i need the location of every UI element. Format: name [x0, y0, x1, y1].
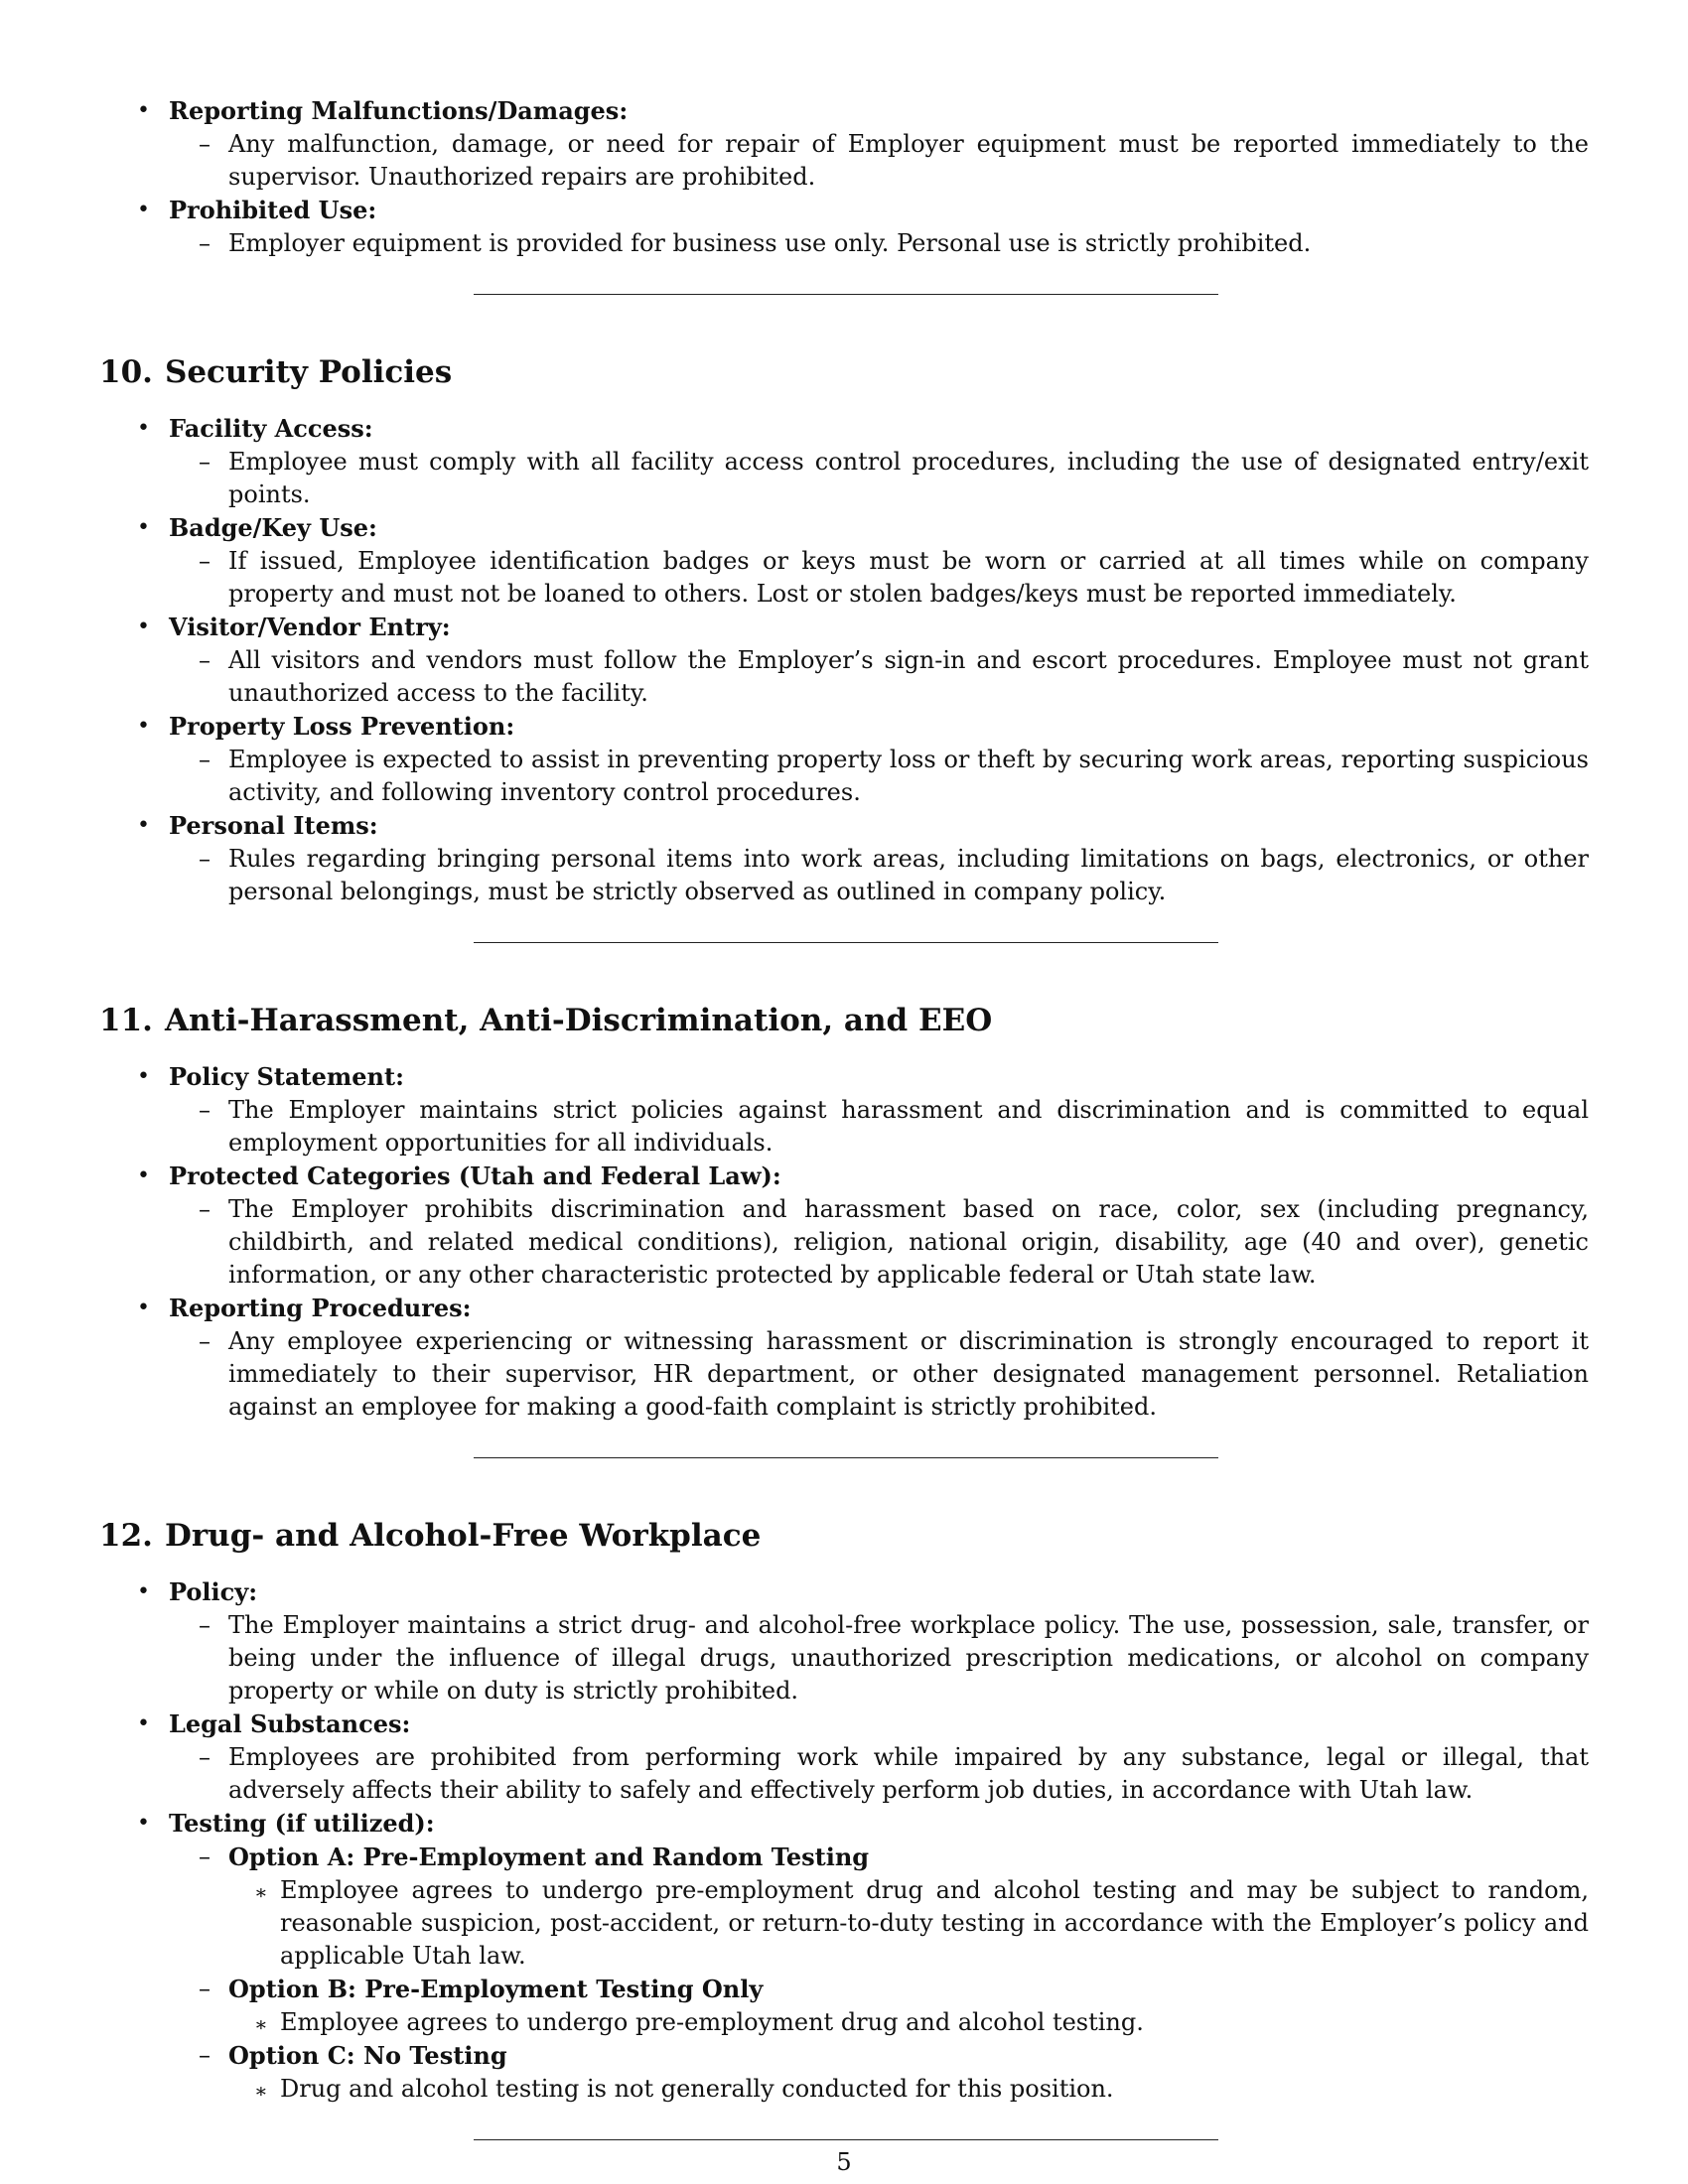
list-item: • Facility Access: – Employee must comply with all facility access control procedures, including the use of designated entry/exit points.: [99, 412, 1589, 511]
list-item: ∗ Drug and alcohol testing is not generally conducted for this position.: [228, 2073, 1589, 2106]
dash-icon: –: [199, 646, 211, 674]
dash-icon: –: [199, 1743, 211, 1771]
asterisk-icon: ∗: [254, 2012, 268, 2036]
dash-icon: –: [199, 2041, 211, 2069]
list-item: – Employee is expected to assist in preventing property loss or theft by securing work areas, reporting suspicious activity, and following inventory control procedures.: [199, 746, 1589, 806]
bullet-icon: •: [137, 1296, 150, 1320]
bullet-icon: •: [137, 614, 150, 639]
dash-icon: –: [199, 130, 211, 158]
list-item: – Option C: No Testing ∗ Drug and alcohol testing is not generally conducted for this position.: [169, 2039, 1589, 2106]
asterisk-icon: ∗: [254, 1880, 268, 1904]
bullet-icon: •: [137, 416, 150, 441]
list-item: – The Employer maintains a strict drug- and alcohol-free workplace policy. The use, possession, sale, transfer, or being under the influence of illegal drugs, unauthorized prescription medications, or alcohol on company property or while on duty is strictly prohibited.: [199, 1611, 1589, 1705]
section-list: [99, 1060, 1589, 1424]
dash-icon: –: [199, 1611, 211, 1639]
dash-icon: –: [199, 1327, 211, 1355]
section-divider: [474, 2139, 1218, 2140]
list-item: – Any malfunction, damage, or need for repair of Employer equipment must be reported immediately to the supervisor. Unauthorized repairs are prohibited.: [199, 130, 1589, 191]
list-item: – Rules regarding bringing personal items into work areas, including limitations on bags, electronics, or other personal belongings, must be strictly observed as outlined in company policy.: [199, 845, 1589, 905]
section-list: [99, 412, 1589, 908]
dash-icon: –: [199, 229, 211, 257]
list-item: • Property Loss Prevention: – Employee is expected to assist in preventing property loss or theft by securing work areas, reporting suspicious activity, and following inventory control procedures.: [99, 710, 1589, 809]
list-item: – Employees are prohibited from performing work while impaired by any substance, legal or illegal, that adversely affects their ability to safely and effectively perform job duties, in accordance with Utah law.: [199, 1743, 1589, 1804]
list-item: – Option A: Pre-Employment and Random Testing ∗ Employee agrees to undergo pre-employment drug and alcohol testing and may be subject to random, reasonable suspicion, post-accident, or return-to-duty testing in accordance with the Employer’s policy and applicable Utah law.: [169, 1841, 1589, 1973]
bullet-icon: •: [137, 1711, 150, 1736]
bullet-icon: •: [137, 1811, 150, 1836]
list-item: – Employer equipment is provided for business use only. Personal use is strictly prohibited.: [169, 227, 1589, 260]
continued-list: [99, 94, 1589, 260]
dash-icon: –: [199, 746, 211, 773]
bullet-icon: •: [137, 813, 150, 838]
bullet-icon: •: [137, 1064, 150, 1089]
dash-icon: –: [199, 845, 211, 873]
list-item: • Protected Categories (Utah and Federal Law): – The Employer prohibits discrimination and harassment based on race, color, sex (including pregnancy, childbirth, and related medical conditions), religion, national origin, disability, age (40 and over), genetic information, or any other characteristic protected by applicable federal or Utah state law.: [99, 1160, 1589, 1292]
list-item: • Prohibited Use: – Employer equipment is provided for business use only. Personal use is strictly prohibited.: [99, 194, 1589, 260]
list-item: • Policy: – The Employer maintains a strict drug- and alcohol-free workplace policy. The use, possession, sale, transfer, or being under the influence of illegal drugs, unauthorized prescription medications, or alcohol on company property or while on duty is strictly prohibited.: [99, 1575, 1589, 1707]
document-page: [99, 94, 1589, 2140]
list-item: • Personal Items: – Rules regarding bringing personal items into work areas, including limitations on bags, electronics, or other personal belongings, must be strictly observed as outlined in company policy.: [99, 809, 1589, 908]
list-item: • Reporting Malfunctions/Damages: – Any malfunction, damage, or need for repair of Employer equipment must be reported immediately to the supervisor. Unauthorized repairs are prohibited.: [99, 94, 1589, 194]
section-list: [99, 1575, 1589, 2106]
page-number: 5: [836, 2148, 852, 2176]
list-item: • Reporting Procedures: – Any employee experiencing or witnessing harassment or discrimination is strongly encouraged to report it immediately to their supervisor, HR department, or other designated management personnel. Retaliation against an employee for making a good-faith complaint is strictly prohibited.: [99, 1292, 1589, 1424]
list-item: • Testing (if utilized): – Option A: Pre-Employment and Random Testing ∗ Employee agrees to undergo pre-employment drug and alcohol testing and may be subject to random, reasonable suspicion, post-accident, or return-to-duty testing in accordance with the Employer’s policy and applicable Utah law. – Option B: Pre-Employment Testing Only ∗ Employee agrees to undergo pre-employment drug and alcohol testing. – Option C: No Testing ∗ Drug and alcohol testing is not generally conducted for this position.: [99, 1807, 1589, 2106]
dash-icon: –: [199, 1096, 211, 1124]
list-item: – Employee must comply with all facility access control procedures, including the use of designated entry/exit points.: [199, 448, 1589, 508]
dash-icon: –: [199, 1843, 211, 1870]
list-item: • Legal Substances: – Employees are prohibited from performing work while impaired by any substance, legal or illegal, that adversely affects their ability to safely and effectively perform job duties, in accordance with Utah law.: [99, 1707, 1589, 1807]
bullet-icon: •: [137, 714, 150, 739]
bullet-icon: •: [137, 515, 150, 540]
dash-icon: –: [199, 547, 211, 575]
list-item: – All visitors and vendors must follow the Employer’s sign-in and escort procedures. Employee must not grant unauthorized access to the facility.: [199, 646, 1589, 707]
list-item: – Option B: Pre-Employment Testing Only ∗ Employee agrees to undergo pre-employment drug and alcohol testing.: [169, 1973, 1589, 2039]
bullet-icon: •: [137, 1163, 150, 1188]
list-item: • Policy Statement: – The Employer maintains strict policies against harassment and discrimination and is committed to equal employment opportunities for all individuals.: [99, 1060, 1589, 1160]
section-heading: 11. Anti-Harassment, Anti-Discrimination, and EEO: [99, 1003, 993, 1038]
dash-icon: –: [199, 1975, 211, 2002]
dash-icon: –: [199, 1195, 211, 1223]
list-item: • Visitor/Vendor Entry: – All visitors and vendors must follow the Employer’s sign-in and escort procedures. Employee must not grant unauthorized access to the facility.: [99, 611, 1589, 710]
list-item: • Badge/Key Use: – If issued, Employee identification badges or keys must be worn or carried at all times while on company property and must not be loaned to others. Lost or stolen badges/keys must be reported immediately.: [99, 511, 1589, 611]
section-heading: 10. Security Policies: [99, 354, 453, 390]
list-item: ∗ Employee agrees to undergo pre-employment drug and alcohol testing.: [228, 2006, 1589, 2039]
list-item: ∗ Employee agrees to undergo pre-employment drug and alcohol testing and may be subject to random, reasonable suspicion, post-accident, or return-to-duty testing in accordance with the Employer’s policy and applicable Utah law.: [254, 1876, 1589, 1970]
section-heading: 12. Drug- and Alcohol-Free Workplace: [99, 1518, 762, 1554]
list-item: – The Employer prohibits discrimination and harassment based on race, color, sex (including pregnancy, childbirth, and related medical conditions), religion, national origin, disability, age (40 and over), genetic information, or any other characteristic protected by applicable federal or Utah state law.: [199, 1195, 1589, 1289]
bullet-icon: •: [137, 1579, 150, 1604]
dash-icon: –: [199, 448, 211, 476]
list-item: – The Employer maintains strict policies against harassment and discrimination and is committed to equal employment opportunities for all individuals.: [199, 1096, 1589, 1157]
bullet-icon: •: [137, 198, 150, 222]
bullet-icon: •: [137, 98, 150, 123]
asterisk-icon: ∗: [254, 2079, 268, 2103]
list-item: – Any employee experiencing or witnessing harassment or discrimination is strongly encouraged to report it immediately to their supervisor, HR department, or other designated management personnel. Retaliation against an employee for making a good-faith complaint is strictly prohibited.: [199, 1327, 1589, 1421]
list-item: – If issued, Employee identification badges or keys must be worn or carried at all times while on company property and must not be loaned to others. Lost or stolen badges/keys must be reported immediately.: [199, 547, 1589, 608]
